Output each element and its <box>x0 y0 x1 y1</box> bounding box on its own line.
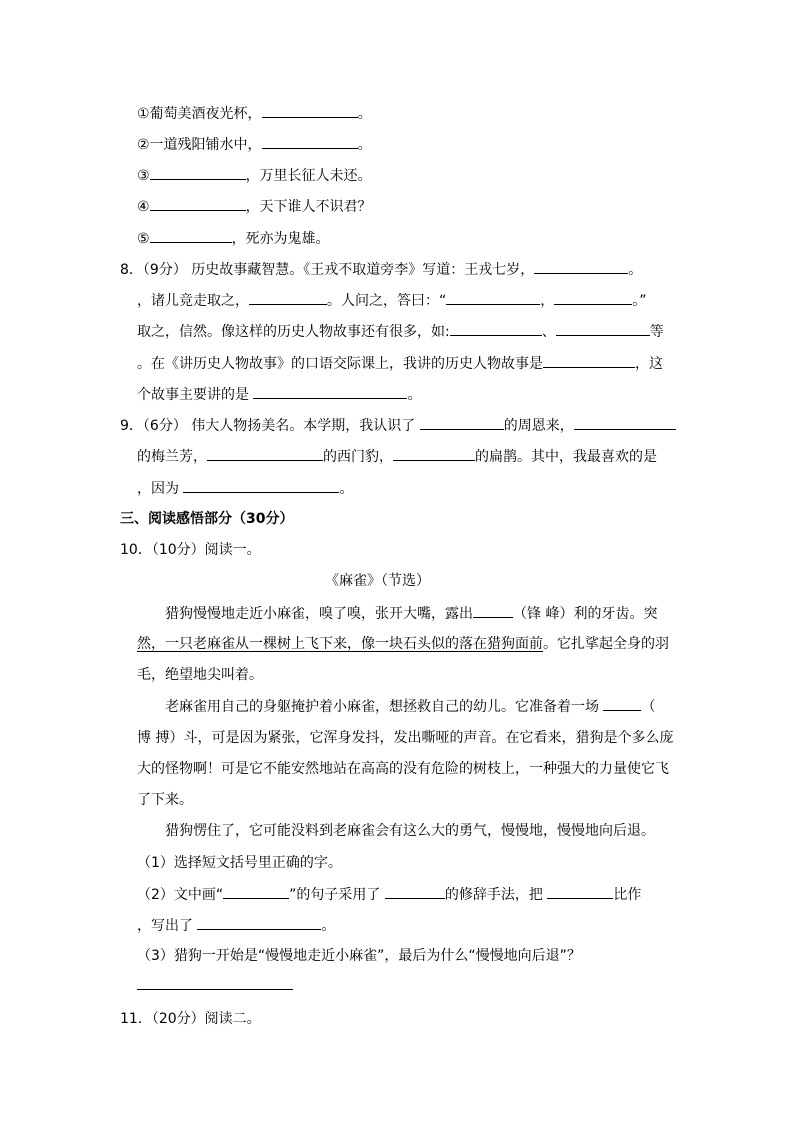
answer-blank[interactable] <box>150 228 232 243</box>
q9-text: 。 <box>339 481 354 497</box>
q8-text: ，诸儿竞走取之， <box>137 293 249 309</box>
answer-blank[interactable] <box>574 415 676 430</box>
passage-p2-line-1 <box>165 696 655 717</box>
q9-text: 的梅兰芳， <box>137 449 207 465</box>
answer-blank[interactable] <box>450 321 542 336</box>
answer-blank[interactable] <box>554 290 632 305</box>
passage-text: 猎狗慢慢地走近小麻雀，嗅了嗅，张开大嘴，露出 <box>165 606 473 622</box>
sub-question-3: （3）猎狗一开始是“慢慢地走近小麻雀”，最后为什么“慢慢地向后退”？ <box>137 948 581 964</box>
sub-question-text: ”的句子采用了 <box>289 887 381 903</box>
answer-blank[interactable] <box>150 196 246 211</box>
answer-blank[interactable] <box>385 884 445 899</box>
poem-item-3 <box>137 165 372 186</box>
answer-blank[interactable] <box>543 353 635 368</box>
q11-heading: 11．（20分）阅读二。 <box>120 1011 261 1027</box>
answer-blank[interactable] <box>150 165 246 180</box>
q8-line-2 <box>137 290 647 311</box>
passage-p1-line-3: 毛，绝望地尖叫着。 <box>137 667 263 683</box>
q9-text: 的西门豹， <box>323 449 393 465</box>
passage-p2-line-3: 大的怪物啊！可是它不能安然地站在高高的没有危险的树枝上，一种强大的力量使它飞 <box>137 761 669 777</box>
answer-blank[interactable] <box>556 321 650 336</box>
passage-p2-line-2: 博 搏）斗，可是因为紧张，它浑身发抖，发出嘶哑的声音。在它看来，猎狗是个多么庞 <box>137 730 674 746</box>
q8-text: 等 <box>649 324 664 340</box>
passage-p2-line-4: 了下来。 <box>137 792 193 808</box>
answer-blank[interactable] <box>393 446 475 461</box>
answer-blank[interactable] <box>253 384 407 399</box>
passage-p1-line-1 <box>165 603 657 624</box>
poem-item-3-text: ，万里长征人未还。 <box>245 168 372 184</box>
passage-text: 老麻雀用自己的身躯掩护着小麻雀，想拯救自己的幼儿。它准备着一场 <box>165 699 599 715</box>
sub-question-text: 的修辞手法，把 <box>444 887 543 903</box>
q8-text: 。 <box>407 387 422 403</box>
sub-question-text: 。 <box>321 918 336 934</box>
answer-blank[interactable] <box>249 290 327 305</box>
q8-line-1 <box>120 259 642 280</box>
passage-title: 《麻雀》（节选） <box>325 573 430 589</box>
passage-p1-line-2 <box>137 634 669 654</box>
passage-text: （ <box>641 699 656 715</box>
q8-text: ， <box>540 293 555 309</box>
q9-text: 伟大人物扬美名。本学期，我认识了 <box>191 418 416 434</box>
answer-blank[interactable] <box>547 884 613 899</box>
sub-question-text: （2）文中画“ <box>137 887 224 903</box>
q8-text: 。人问之，答曰：“ <box>327 293 447 309</box>
q8-line-5 <box>137 384 421 405</box>
poem-item-4 <box>137 196 372 217</box>
q9-text: ，因为 <box>137 481 179 497</box>
q9-number: 9．（6分） <box>120 418 187 434</box>
answer-blank[interactable] <box>420 415 504 430</box>
passage-text: 。它扎挲起全身的羽 <box>543 636 669 652</box>
poem-item-4-text: ，天下谁人不识君？ <box>245 199 372 215</box>
answer-blank[interactable] <box>207 446 323 461</box>
q8-text: 历史故事藏智慧。《王戎不取道旁李》写道：王戎七岁， <box>191 262 535 278</box>
q9-line-3 <box>137 478 353 499</box>
q10-heading: 10．（10分）阅读一。 <box>120 542 261 558</box>
answer-blank[interactable] <box>446 290 540 305</box>
poem-item-5-num: ⑤ <box>137 231 150 247</box>
q8-line-3 <box>137 321 664 342</box>
answer-blank[interactable] <box>183 478 339 493</box>
sub-question-1: （1）选择短文括号里正确的字。 <box>137 855 342 871</box>
q8-text: 。在《讲历史人物故事》的口语交际课上，我讲的历史人物故事是 <box>137 356 543 372</box>
q8-text: 个故事主要讲的是 <box>137 387 249 403</box>
q8-text: 。 <box>628 262 643 278</box>
poem-item-2 <box>137 134 372 155</box>
q9-text: 的周恩来， <box>503 418 574 434</box>
answer-blank[interactable] <box>223 884 289 899</box>
section-heading: 三、阅读感悟部分（30分） <box>120 511 294 527</box>
q9-line-2 <box>137 446 657 467</box>
poem-item-5 <box>137 228 330 249</box>
q8-line-4 <box>137 353 663 374</box>
answer-blank[interactable] <box>197 915 321 930</box>
q9-text: 的扁鹊。其中，我最喜欢的是 <box>475 449 657 465</box>
passage-p3: 猎狗愣住了，它可能没料到老麻雀会有这么大的勇气，慢慢地，慢慢地向后退。 <box>165 823 655 839</box>
q8-number: 8．（9分） <box>120 262 187 278</box>
poem-item-5-text: ，死亦为鬼雄。 <box>231 231 330 247</box>
poem-item-2-end: 。 <box>357 137 372 153</box>
passage-text: （锋 峰）利的牙齿。突 <box>513 606 658 622</box>
q9-line-1 <box>120 415 676 436</box>
sub-question-2-line-1 <box>137 884 641 905</box>
answer-blank[interactable] <box>534 259 628 274</box>
answer-line[interactable] <box>137 989 293 990</box>
poem-item-2-text: ②一道残阳铺水中， <box>137 137 262 153</box>
poem-item-4-num: ④ <box>137 199 150 215</box>
answer-blank[interactable] <box>473 603 513 618</box>
answer-blank[interactable] <box>603 696 641 711</box>
sub-question-2-line-2 <box>137 915 335 936</box>
q8-text: 取之，信然。像这样的历史人物故事还有很多，如: <box>137 324 450 340</box>
poem-item-1 <box>137 103 372 124</box>
underlined-sentence: 然，一只老麻雀从一棵树上飞下来，像一块石头似的落在猎狗面前 <box>137 636 543 652</box>
answer-blank[interactable] <box>262 103 358 118</box>
sub-question-text: 比作 <box>613 887 642 903</box>
q8-text: 。” <box>632 293 647 309</box>
q8-text: 、 <box>541 324 556 340</box>
poem-item-1-text: ①葡萄美酒夜光杯， <box>137 106 262 122</box>
answer-blank[interactable] <box>262 134 358 149</box>
poem-item-1-end: 。 <box>357 106 372 122</box>
q8-text: ，这 <box>635 356 663 372</box>
sub-question-text: ，写出了 <box>137 918 193 934</box>
poem-item-3-num: ③ <box>137 168 150 184</box>
